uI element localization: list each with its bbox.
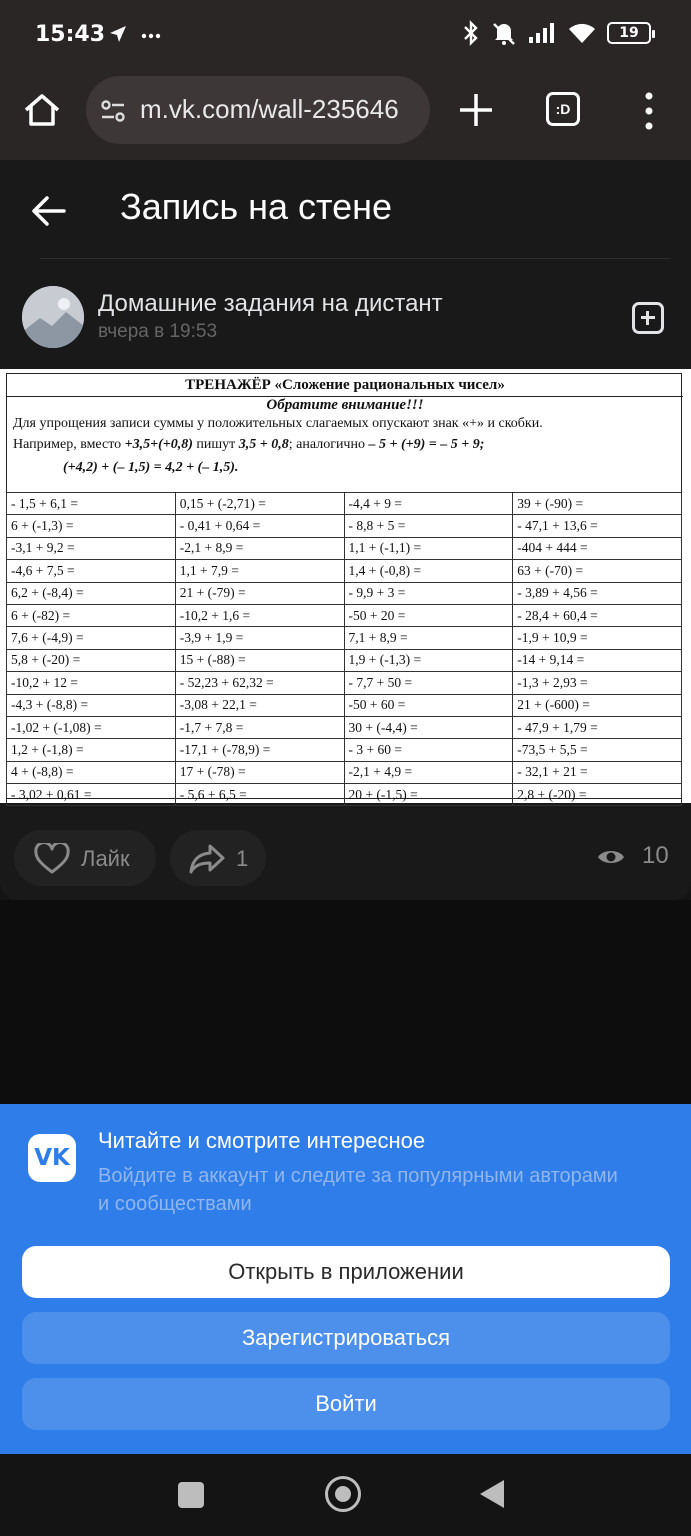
- like-label: Лайк: [81, 846, 130, 871]
- author-name[interactable]: Домашние задания на дистант: [98, 290, 443, 317]
- exercise-cell: - 5,6 + 6,5 =: [175, 784, 344, 806]
- exercise-cell: - 0,41 + 0,64 =: [175, 515, 344, 537]
- exercise-cell: - 28,4 + 60,4 =: [513, 604, 682, 626]
- example-text-e: ; аналогично: [288, 437, 369, 452]
- exercise-cell: -1,9 + 10,9 =: [513, 627, 682, 649]
- exercise-cell: - 47,9 + 1,79 =: [513, 716, 682, 738]
- exercise-cell: - 3,89 + 4,56 =: [513, 582, 682, 604]
- exercise-cell: -404 + 444 =: [513, 537, 682, 559]
- table-row: [7, 582, 682, 604]
- exercise-cell: -50 + 60 =: [344, 694, 513, 716]
- page-title: Запись на стене: [120, 186, 393, 227]
- exercise-cell: 2,8 + (-20) =: [513, 784, 682, 806]
- home-icon[interactable]: [20, 88, 64, 132]
- exercise-cell: -1,3 + 2,93 =: [513, 672, 682, 694]
- exercise-cell: -2,1 + 8,9 =: [175, 537, 344, 559]
- exercise-cell: 6 + (-1,3) =: [7, 515, 176, 537]
- table-row: [7, 515, 682, 537]
- recents-icon[interactable]: [178, 1482, 204, 1508]
- signal-icon: [527, 22, 557, 44]
- table-row: [7, 649, 682, 671]
- exercise-cell: 30 + (-4,4) =: [344, 716, 513, 738]
- silent-icon: [491, 20, 517, 46]
- table-row: [7, 672, 682, 694]
- site-settings-icon[interactable]: [100, 98, 126, 124]
- table-row: [7, 560, 682, 582]
- register-button[interactable]: Зарегистрироваться: [22, 1312, 670, 1364]
- worksheet-title: ТРЕНАЖЁР «Сложение рациональных чисел»: [185, 377, 505, 393]
- exercise-cell: -4,6 + 7,5 =: [7, 560, 176, 582]
- exercise-cell: - 47,1 + 13,6 =: [513, 515, 682, 537]
- battery-level: 19: [619, 25, 639, 41]
- share-count: 1: [236, 846, 249, 871]
- exercise-cell: -73,5 + 5,5 =: [513, 739, 682, 761]
- share-button[interactable]: [170, 830, 266, 886]
- worksheet-frame: [6, 373, 682, 802]
- exercise-cell: - 3 + 60 =: [344, 739, 513, 761]
- exercise-cell: 1,1 + (-1,1) =: [344, 537, 513, 559]
- back-triangle-icon[interactable]: [480, 1480, 504, 1508]
- subscribe-icon[interactable]: [632, 302, 664, 334]
- address-bar[interactable]: [86, 76, 430, 144]
- status-left-icons: [108, 22, 162, 45]
- login-button[interactable]: Войти: [22, 1378, 670, 1430]
- more-dots-icon: [140, 24, 162, 44]
- exercise-cell: 39 + (-90) =: [513, 493, 682, 515]
- exercise-cell: 6 + (-82) =: [7, 604, 176, 626]
- exercise-cell: - 1,5 + 6,1 =: [7, 493, 176, 515]
- navigation-icon: [108, 24, 128, 44]
- header-divider: [40, 258, 670, 259]
- status-time: 15:43: [35, 22, 106, 47]
- table-row: [7, 493, 682, 515]
- worksheet-example: [13, 437, 484, 453]
- table-row: [7, 694, 682, 716]
- exercise-cell: 20 + (-1,5) =: [344, 784, 513, 806]
- exercise-cell: 63 + (-70) =: [513, 560, 682, 582]
- wifi-icon: [567, 21, 597, 45]
- table-row: [7, 784, 682, 806]
- browser-toolbar: [0, 70, 691, 160]
- exercise-cell: 1,1 + 7,9 =: [175, 560, 344, 582]
- exercise-cell: 1,9 + (-1,3) =: [344, 649, 513, 671]
- exercise-cell: - 52,23 + 62,32 =: [175, 672, 344, 694]
- exercise-cell: -17,1 + (-78,9) =: [175, 739, 344, 761]
- tabs-icon[interactable]: :D: [546, 92, 580, 126]
- table-row: [7, 627, 682, 649]
- exercise-cell: - 32,1 + 21 =: [513, 761, 682, 783]
- exercise-cell: 7,1 + 8,9 =: [344, 627, 513, 649]
- exercise-cell: - 7,7 + 50 =: [344, 672, 513, 694]
- exercise-cell: -3,08 + 22,1 =: [175, 694, 344, 716]
- exercise-cell: -1,7 + 7,8 =: [175, 716, 344, 738]
- example-text-d: 3,5 + 0,8: [238, 437, 289, 452]
- example-text-f: – 5 + (+9) = – 5 + 9;: [368, 437, 485, 452]
- worksheet-rule: Для упрощения записи суммы у положительных слагаемых опускают знак «+» и скобки.: [13, 416, 543, 431]
- battery-indicator: [607, 22, 651, 44]
- exercise-cell: - 8,8 + 5 =: [344, 515, 513, 537]
- exercise-cell: -1,02 + (-1,08) =: [7, 716, 176, 738]
- open-in-app-button[interactable]: Открыть в приложении: [22, 1246, 670, 1298]
- exercise-cell: -50 + 20 =: [344, 604, 513, 626]
- vk-logo-icon: VK: [28, 1134, 76, 1182]
- page-header: [0, 160, 691, 260]
- login-promo-panel: [0, 1104, 691, 1454]
- heart-icon: [34, 843, 70, 875]
- bluetooth-icon: [461, 20, 481, 46]
- table-row: [7, 716, 682, 738]
- exercise-cell: -2,1 + 4,9 =: [344, 761, 513, 783]
- promo-subtitle: Войдите в аккаунт и следите за популярными авторами и сообществами: [98, 1165, 618, 1215]
- example-text-c: пишут: [192, 437, 239, 452]
- home-circle-icon[interactable]: [325, 1476, 361, 1512]
- status-bar: [0, 0, 691, 70]
- table-row: [7, 739, 682, 761]
- like-button[interactable]: [14, 830, 156, 886]
- table-row: [7, 604, 682, 626]
- exercise-cell: -14 + 9,14 =: [513, 649, 682, 671]
- eye-icon: [596, 846, 626, 868]
- browser-menu-icon[interactable]: [636, 88, 662, 134]
- url-text: m.vk.com/wall-235646: [140, 94, 399, 124]
- table-row: [7, 537, 682, 559]
- avatar-placeholder-icon: [22, 286, 84, 348]
- new-tab-icon[interactable]: [456, 90, 496, 130]
- exercise-cell: 6,2 + (-8,4) =: [7, 582, 176, 604]
- exercise-cell: 21 + (-79) =: [175, 582, 344, 604]
- system-nav-bar: [0, 1454, 691, 1536]
- example-text-a: Например, вместо: [13, 437, 125, 452]
- worksheet-note: Обратите внимание!!!: [266, 397, 424, 413]
- post-image[interactable]: [0, 369, 691, 803]
- exercise-cell: -4,3 + (-8,8) =: [7, 694, 176, 716]
- avatar[interactable]: [22, 286, 84, 348]
- exercise-cell: -3,9 + 1,9 =: [175, 627, 344, 649]
- exercise-cell: 4 + (-8,8) =: [7, 761, 176, 783]
- exercise-cell: -4,4 + 9 =: [344, 493, 513, 515]
- exercise-cell: -10,2 + 12 =: [7, 672, 176, 694]
- page-background: [0, 900, 691, 1104]
- exercise-cell: 21 + (-600) =: [513, 694, 682, 716]
- exercise-cell: - 9,9 + 3 =: [344, 582, 513, 604]
- share-arrow-icon: [188, 842, 226, 876]
- worksheet-example-2: (+4,2) + (– 1,5) = 4,2 + (– 1,5).: [63, 460, 239, 475]
- exercise-cell: 15 + (-88) =: [175, 649, 344, 671]
- table-row: [7, 761, 682, 783]
- status-right-icons: [461, 20, 651, 46]
- post-card: [0, 260, 691, 900]
- post-time: вчера в 19:53: [98, 321, 218, 342]
- exercise-cell: -10,2 + 1,6 =: [175, 604, 344, 626]
- exercise-cell: 5,8 + (-20) =: [7, 649, 176, 671]
- exercise-cell: 7,6 + (-4,9) =: [7, 627, 176, 649]
- exercise-cell: - 3,02 + 0,61 =: [7, 784, 176, 806]
- exercise-table: [6, 492, 682, 806]
- exercise-cell: 1,4 + (-0,8) =: [344, 560, 513, 582]
- exercise-cell: 0,15 + (-2,71) =: [175, 493, 344, 515]
- back-arrow-icon[interactable]: [28, 190, 70, 232]
- exercise-cell: 1,2 + (-1,8) =: [7, 739, 176, 761]
- exercise-cell: 17 + (-78) =: [175, 761, 344, 783]
- exercise-cell: -3,1 + 9,2 =: [7, 537, 176, 559]
- promo-title: Читайте и смотрите интересное: [98, 1128, 426, 1153]
- views-count: 10: [642, 842, 669, 869]
- example-text-b: +3,5+(+0,8): [124, 437, 193, 452]
